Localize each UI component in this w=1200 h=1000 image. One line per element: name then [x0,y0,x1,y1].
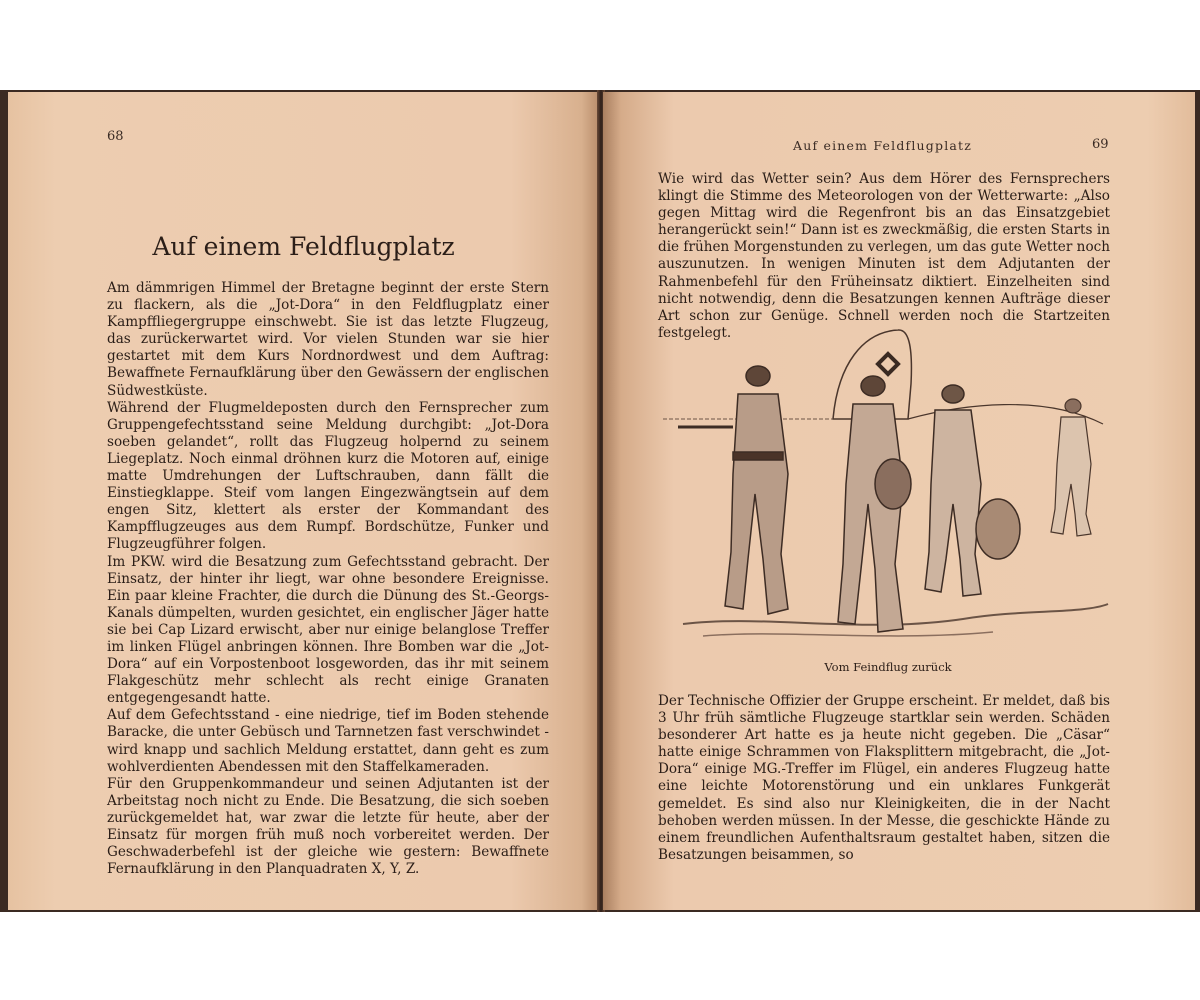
running-head: Auf einem Feldflugplatz [793,138,973,153]
page-number-right: 69 [1092,137,1109,152]
left-body-text [107,280,549,878]
swastika-emblem [878,354,898,374]
illustration-caption: Vom Feindflug zurück [824,660,952,674]
open-book [0,90,1200,912]
airman-figure [925,385,1020,596]
paragraph: Der Technische Offizier der Gruppe erscheint. Er meldet, daß bis 3 Uhr früh sämtliche Flugzeuge startklar sein werden. Schäden besonderer Art hatte es ja heute nicht gegeben. Die „Cäsar“ hatte einige Schrammen von Flaksplittern mitgebracht, die „Jot-Dora“ einige MG.-Treffer im Flügel, ein anderes Flugzeug hatte eine leichte Motorenstörung und ein unklares Funkgerät gemeldet. Es sind also nur Kleinigkeiten, die in der Nacht behoben werden müssen. In der Messe, die geschickte Hände zu einem freundlichen Aufenthaltsraum gestaltet haben, sitzen die Besatzungen beisammen, so [658,693,1110,863]
paragraph: Für den Gruppenkommandeur und seinen Adjutanten ist der Arbeitstag noch nicht zu Ende. Die Besatzung, die sich soeben zurückgemeldet hat, war zwar die letzte für heute, aber der Einsatz für morgen früh muß noch vorbereitet werden. Der Geschwaderbefehl ist der gleiche wie gestern: Bewaffnete Fernaufklärung in den Planquadraten X, Y, Z. [107,775,549,878]
right-body-text-top [658,171,1110,342]
airman-figure [725,366,788,614]
chapter-title: Auf einem Feldflugplatz [152,232,455,261]
right-body-text-bottom [658,693,1110,864]
paragraph: Wie wird das Wetter sein? Aus dem Hörer des Fernsprechers klingt die Stimme des Meteorologen von der Wetterwarte: „Also gegen Mittag wird die Regenfront bis an das Einsatzgebiet herangerückt sein!“ Dann ist es zweckmäßig, die ersten Starts in die frühen Morgenstunden zu verlegen, um das gute Wetter noch auszunutzen. In wenigen Minuten ist dem Adjutanten der Rahmenbefehl für den Früheinsatz diktiert. Einzelheiten sind nicht notwendig, denn die Besatzungen kennen Aufträge dieser Art schon zur Genüge. Schnell werden noch die Startzeiten festgelegt. [658,171,1110,341]
paragraph: Im PKW. wird die Besatzung zum Gefechtsstand gebracht. Der Einsatz, der hinter ihr liegt, war ohne besondere Ereignisse. Ein paar kleine Frachter, die durch die Dünung des St.-Georgs-Kanals dümpelten, wurden gesichtet, ein englischer Jäger hatte sie bei Cap Lizard erwischt, aber nur einige belanglose Treffer im linken Flügel anbringen können. Ihre Bomben war die „Jot-Dora“ auf ein Vorpostenboot losgeworden, das ihr mit seinem Flakgeschütz mehr schlecht als recht einige Granaten entgegengesandt hatte. [107,553,549,707]
paragraph: Am dämmrigen Himmel der Bretagne beginnt der erste Stern zu flackern, als die „Jot-Dora“ in den Feldflugplatz einer Kampffliegergruppe einschwebt. Sie ist das letzte Flugzeug, das zurückerwartet wird. Vor vielen Stunden war sie hier gestartet mit dem Kurs Nordnordwest und dem Auftrag: Bewaffnete Fernaufklärung über den Gewässern der englischen Südwestküste. [107,280,549,399]
illustration-returning-crew [663,324,1113,654]
paragraph: Auf dem Gefechtsstand - eine niedrige, tief im Boden stehende Baracke, die unter Gebüsch und Tarnnetzen fast verschwindet - wird knapp und sachlich Meldung erstattet, dann geht es zum wohlverdienten Abendessen mit den Staffelkameraden. [107,707,549,775]
page-number-left: 68 [107,129,124,144]
right-page [603,92,1195,910]
left-page [8,92,599,910]
ground-shadow [703,632,993,636]
paragraph: Während der Flugmeldeposten durch den Fernsprecher zum Gruppengefechtsstand seine Meldung durchgibt: „Jot-Dora soeben gelandet“, rollt das Flugzeug holpernd zu seinem Liegeplatz. Noch einmal dröhnen kurz die Motoren auf, einige matte Umdrehungen der Luftschrauben, dann fällt die Einstiegklappe. Steif vom langen Eingezwängtsein auf dem engen Sitz, klettert als erster der Kommandant des Kampfflugzeuges aus dem Rumpf. Bordschütze, Funker und Flugzeugführer folgen. [107,399,549,553]
airman-figure [1051,399,1091,536]
airman-figure [838,376,911,632]
